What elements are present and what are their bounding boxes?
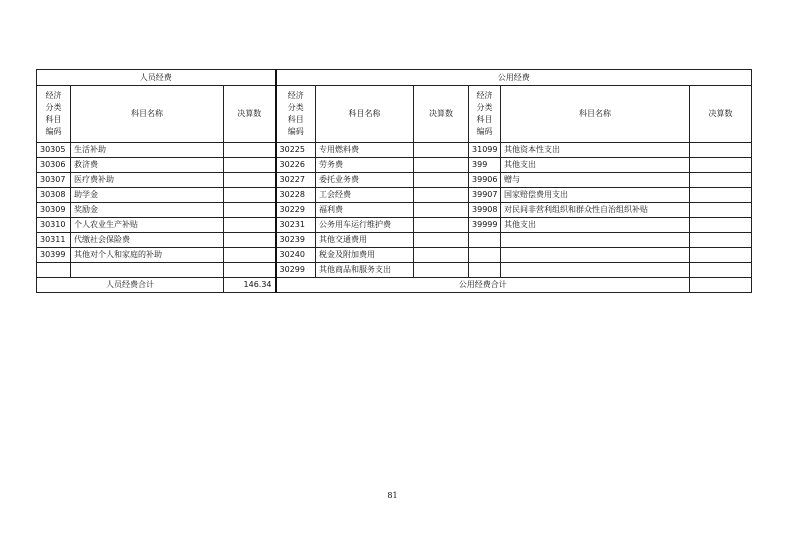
personnel-name-cell: 奖励金 [71,203,224,218]
other-code-cell [469,248,501,263]
public-code-cell: 30228 [276,188,316,203]
personnel-code-cell: 30306 [37,158,71,173]
public-amount-cell [414,188,469,203]
public-amount-cell [414,173,469,188]
personnel-amount-cell [224,233,276,248]
table-row [37,233,752,248]
header-amount-public-a: 决算数 [414,86,469,143]
public-amount-cell [414,203,469,218]
header-code-line: 编码 [287,127,304,136]
header-code-line: 科目 [287,115,304,124]
header-code-line: 分类 [476,103,493,112]
other-name-cell: 其他支出 [501,218,690,233]
other-name-cell: 其他支出 [501,158,690,173]
personnel-code-cell: 30310 [37,218,71,233]
public-code-cell: 30240 [276,248,316,263]
personnel-name-cell: 生活补助 [71,143,224,158]
personnel-amount-cell [224,188,276,203]
group-header-personnel: 人员经费 [37,70,276,86]
personnel-code-cell: 30307 [37,173,71,188]
other-name-cell: 国家赔偿费用支出 [501,188,690,203]
table-row [37,263,752,278]
table-row [37,218,752,233]
header-amount-personnel: 决算数 [224,86,276,143]
table-row [37,158,752,173]
other-code-cell [469,233,501,248]
header-code-line: 科目 [45,115,62,124]
header-name-public-b: 科目名称 [501,86,690,143]
header-code-line: 编码 [45,127,62,136]
public-code-cell: 30227 [276,173,316,188]
public-amount-cell [414,263,469,278]
public-amount-cell [414,143,469,158]
personnel-amount-cell [224,143,276,158]
other-name-cell: 其他资本性支出 [501,143,690,158]
header-code-personnel [37,86,71,143]
personnel-code-cell: 30311 [37,233,71,248]
header-code-public-b [469,86,501,143]
other-code-cell: 31099 [469,143,501,158]
other-amount-cell [690,188,752,203]
table-row [37,248,752,263]
header-code-line: 分类 [287,103,304,112]
personnel-name-cell [71,263,224,278]
column-header-row [37,86,752,143]
public-code-cell: 30299 [276,263,316,278]
header-code-line: 经济 [476,91,493,100]
personnel-code-cell: 30399 [37,248,71,263]
other-amount-cell [690,263,752,278]
public-name-cell: 税金及附加费用 [316,248,414,263]
header-code-line: 经济 [45,91,62,100]
other-amount-cell [690,143,752,158]
personnel-name-cell: 救济费 [71,158,224,173]
group-header-public: 公用经费 [276,70,752,86]
personnel-code-cell: 30309 [37,203,71,218]
personnel-name-cell: 个人农业生产补贴 [71,218,224,233]
public-name-cell: 其他交通费用 [316,233,414,248]
personnel-amount-cell [224,248,276,263]
public-total-label: 公用经费合计 [276,278,690,293]
public-code-cell: 30225 [276,143,316,158]
other-amount-cell [690,203,752,218]
other-code-cell: 39906 [469,173,501,188]
table-row [37,143,752,158]
other-name-cell: 对民间非营利组织和群众性自治组织补贴 [501,203,690,218]
other-code-cell: 39907 [469,188,501,203]
personnel-amount-cell [224,158,276,173]
header-code-line: 科目 [476,115,493,124]
public-total-value [690,278,752,293]
personnel-amount-cell [224,173,276,188]
other-code-cell: 399 [469,158,501,173]
expenditure-table [36,69,752,293]
header-code-line: 经济 [287,91,304,100]
header-name-personnel: 科目名称 [71,86,224,143]
other-name-cell [501,263,690,278]
table-row [37,203,752,218]
totals-row [37,278,752,293]
other-code-cell [469,263,501,278]
personnel-code-cell: 30305 [37,143,71,158]
table-row [37,173,752,188]
public-amount-cell [414,248,469,263]
public-code-cell: 30231 [276,218,316,233]
other-amount-cell [690,158,752,173]
public-name-cell: 委托业务费 [316,173,414,188]
page-number: 81 [387,491,398,500]
header-code-public-a [276,86,316,143]
other-name-cell: 赠与 [501,173,690,188]
group-header-row [37,70,752,86]
personnel-total-value: 146.34 [224,278,276,293]
public-name-cell: 劳务费 [316,158,414,173]
personnel-amount-cell [224,203,276,218]
header-amount-public-b: 决算数 [690,86,752,143]
personnel-name-cell: 医疗费补助 [71,173,224,188]
personnel-name-cell: 其他对个人和家庭的补助 [71,248,224,263]
other-amount-cell [690,173,752,188]
other-amount-cell [690,233,752,248]
public-name-cell: 专用燃料费 [316,143,414,158]
public-name-cell: 福利费 [316,203,414,218]
table-row [37,188,752,203]
public-name-cell: 其他商品和服务支出 [316,263,414,278]
other-amount-cell [690,248,752,263]
public-code-cell: 30229 [276,203,316,218]
public-name-cell: 公务用车运行维护费 [316,218,414,233]
header-code-line: 编码 [476,127,493,136]
personnel-amount-cell [224,218,276,233]
header-code-line: 分类 [45,103,62,112]
personnel-code-cell [37,263,71,278]
other-name-cell [501,233,690,248]
personnel-name-cell: 代缴社会保险费 [71,233,224,248]
personnel-total-label: 人员经费合计 [37,278,224,293]
other-amount-cell [690,218,752,233]
personnel-name-cell: 助学金 [71,188,224,203]
public-amount-cell [414,158,469,173]
public-name-cell: 工会经费 [316,188,414,203]
other-code-cell: 39908 [469,203,501,218]
public-code-cell: 30226 [276,158,316,173]
personnel-code-cell: 30308 [37,188,71,203]
other-name-cell [501,248,690,263]
other-code-cell: 39999 [469,218,501,233]
personnel-amount-cell [224,263,276,278]
public-code-cell: 30239 [276,233,316,248]
public-amount-cell [414,218,469,233]
header-name-public-a: 科目名称 [316,86,414,143]
public-amount-cell [414,233,469,248]
